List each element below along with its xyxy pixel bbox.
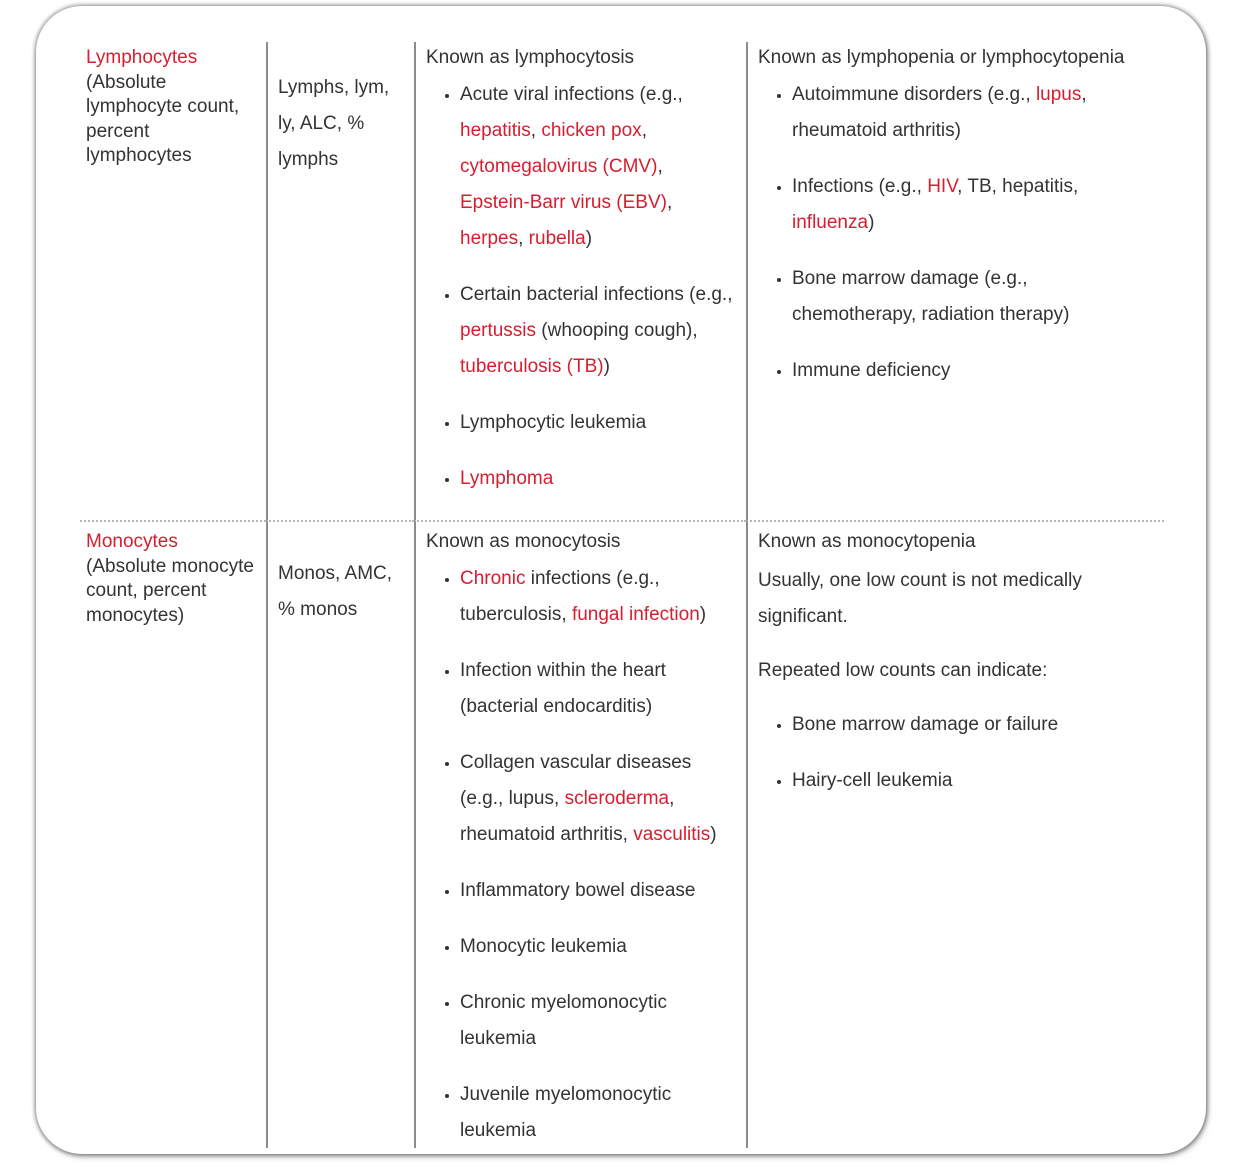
list-item: • Juvenile myelomonocytic leukemia bbox=[460, 1077, 736, 1149]
chronic-link[interactable]: Chronic bbox=[460, 567, 526, 589]
cmv-link[interactable]: cytomegalovirus (CMV) bbox=[460, 155, 658, 177]
test-name-cell bbox=[80, 520, 266, 1148]
low-count-list bbox=[758, 77, 1154, 389]
list-item: • Infections (e.g., HIV, TB, hepatitis, influenza) bbox=[792, 169, 1154, 241]
hiv-link[interactable]: HIV bbox=[927, 175, 958, 197]
rubella-link[interactable]: rubella bbox=[528, 227, 586, 249]
list-item: • Monocytic leukemia bbox=[460, 929, 736, 965]
lupus-link[interactable]: lupus bbox=[1035, 83, 1082, 105]
list-item: • Collagen vascular diseases (e.g., lupus, scleroderma, rheumatoid arthritis, vasculitis) bbox=[460, 745, 736, 853]
high-count-list bbox=[426, 561, 736, 1149]
high-count-heading: Known as monocytosis bbox=[426, 531, 621, 552]
abbreviation-text: Lymphs, lym, ly, ALC, % lymphs bbox=[278, 77, 390, 170]
low-count-heading: Known as lymphopenia or lymphocytopenia bbox=[758, 47, 1125, 68]
high-count-cell bbox=[414, 520, 746, 1148]
pertussis-link[interactable]: pertussis bbox=[460, 319, 537, 341]
table-card bbox=[36, 6, 1206, 1154]
list-item: • Lymphocytic leukemia bbox=[460, 405, 736, 441]
lymphocytes-link[interactable]: Lymphocytes bbox=[86, 47, 198, 68]
low-count-list bbox=[758, 707, 1154, 799]
list-item: • Bone marrow damage (e.g., chemotherapy, radiation therapy) bbox=[792, 261, 1154, 333]
test-name-description: (Absolute monocyte count, percent monocytes) bbox=[86, 555, 254, 626]
fungal-infection-link[interactable]: fungal infection bbox=[571, 603, 700, 625]
tuberculosis-link[interactable]: tuberculosis (TB) bbox=[460, 355, 604, 377]
list-item: • Certain bacterial infections (e.g., pertussis (whooping cough), tuberculosis (TB)) bbox=[460, 277, 736, 385]
ebv-link[interactable]: Epstein-Barr virus (EBV) bbox=[460, 191, 667, 213]
list-item: • Hairy-cell leukemia bbox=[792, 763, 1154, 799]
low-count-cell bbox=[746, 520, 1164, 1148]
monocytes-link[interactable]: Monocytes bbox=[86, 531, 178, 552]
low-count-note: Usually, one low count is not medically significant. bbox=[758, 569, 1082, 627]
abbreviation-cell bbox=[266, 42, 414, 520]
list-item: • Bone marrow damage or failure bbox=[792, 707, 1154, 743]
list-item: • Chronic myelomonocytic leukemia bbox=[460, 985, 736, 1057]
vasculitis-link[interactable]: vasculitis bbox=[633, 823, 711, 845]
influenza-link[interactable]: influenza bbox=[792, 211, 869, 233]
low-count-cell bbox=[746, 42, 1164, 520]
herpes-link[interactable]: herpes bbox=[460, 227, 519, 249]
hepatitis-link[interactable]: hepatitis bbox=[460, 119, 531, 141]
list-item: • Autoimmune disorders (e.g., lupus, rheumatoid arthritis) bbox=[792, 77, 1154, 149]
chicken-pox-link[interactable]: chicken pox bbox=[541, 119, 642, 141]
test-name-description: (Absolute lymphocyte count, percent lymphocytes bbox=[86, 71, 240, 166]
list-item bbox=[460, 461, 736, 497]
list-item: • Acute viral infections (e.g., hepatitis, chicken pox, cytomegalovirus (CMV), Epstein-Barr virus (EBV), herpes, rubella) bbox=[460, 77, 736, 257]
low-count-note: Repeated low counts can indicate: bbox=[758, 659, 1048, 681]
test-name-cell bbox=[80, 42, 266, 520]
high-count-list bbox=[426, 77, 736, 497]
abbreviation-cell bbox=[266, 520, 414, 1148]
blood-count-table bbox=[80, 42, 1164, 1148]
high-count-heading: Known as lymphocytosis bbox=[426, 47, 635, 68]
low-count-heading: Known as monocytopenia bbox=[758, 531, 976, 552]
high-count-cell bbox=[414, 42, 746, 520]
lymphoma-link[interactable]: Lymphoma bbox=[460, 467, 554, 489]
list-item: • Chronic infections (e.g., tuberculosis, fungal infection) bbox=[460, 561, 736, 633]
scleroderma-link[interactable]: scleroderma bbox=[564, 787, 670, 809]
list-item: • Inflammatory bowel disease bbox=[460, 873, 736, 909]
abbreviation-text: Monos, AMC, % monos bbox=[278, 563, 393, 620]
list-item: • Infection within the heart (bacterial endocarditis) bbox=[460, 653, 736, 725]
list-item: • Immune deficiency bbox=[792, 353, 1154, 389]
